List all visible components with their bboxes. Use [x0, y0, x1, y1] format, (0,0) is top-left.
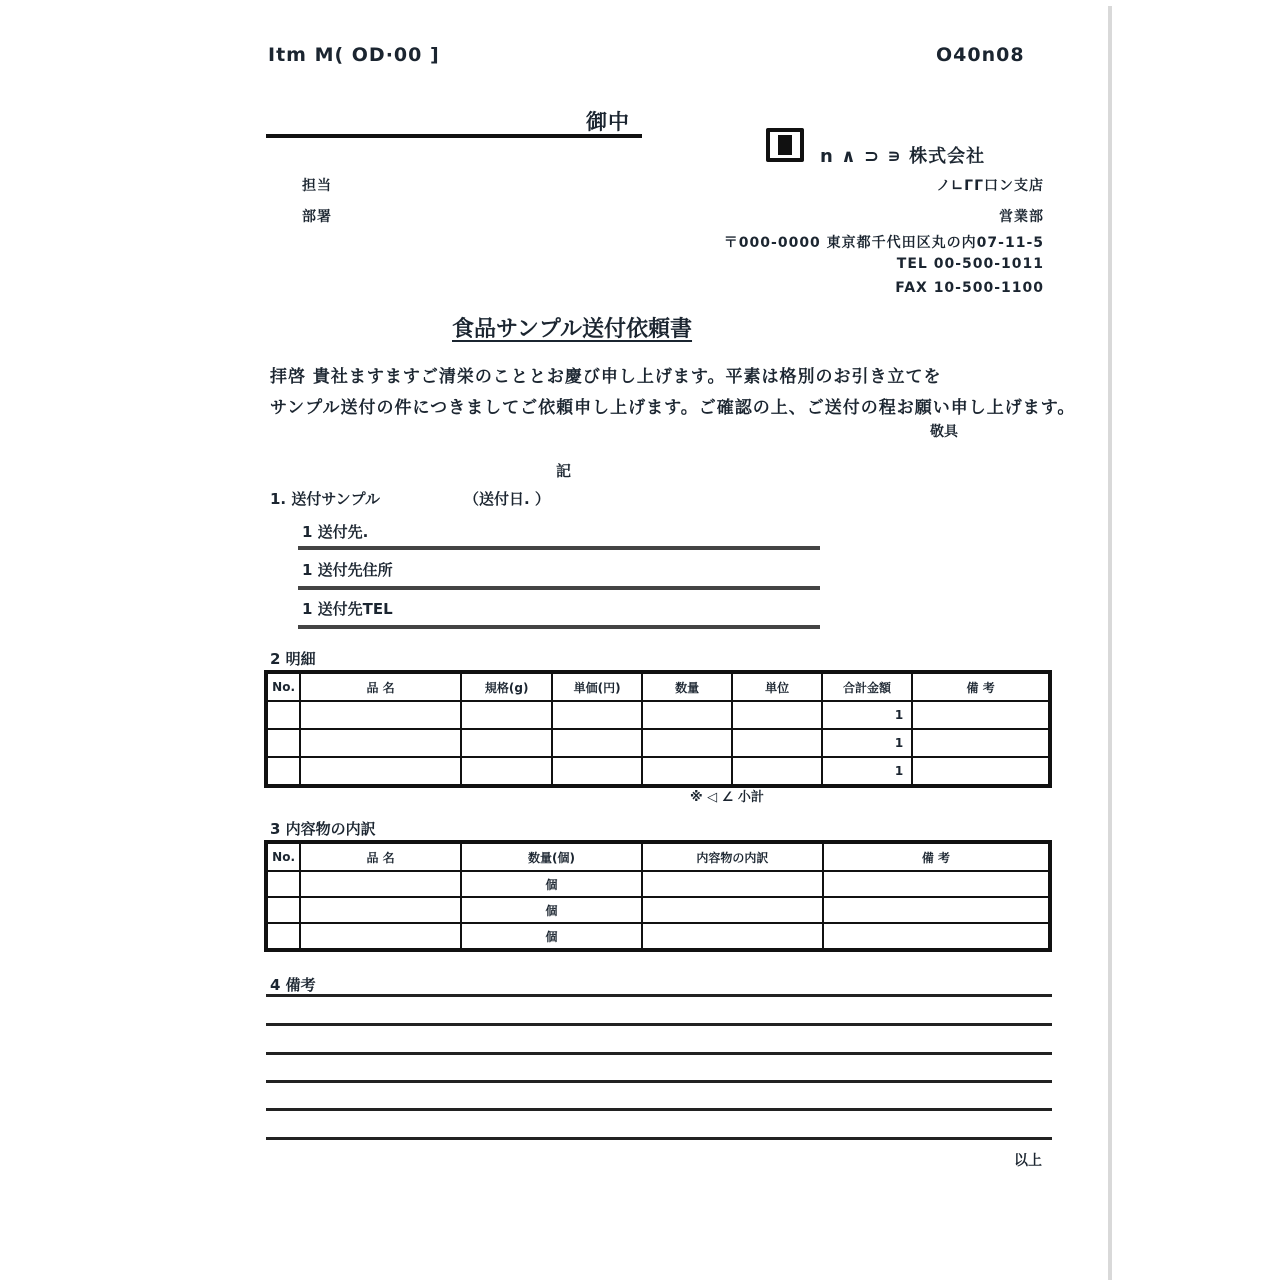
recipient-dept-label: 部署 — [302, 209, 332, 225]
cell-total[interactable]: 1 — [822, 757, 912, 786]
col-item-name: 品 名 — [300, 672, 461, 701]
document-title: 食品サンプル送付依頼書 — [452, 317, 693, 342]
sender-address: 〒000-0000 東京都千代田区丸の内07-11-5 — [723, 235, 1044, 251]
table-row — [266, 897, 1050, 923]
field-line-tel[interactable] — [298, 625, 820, 629]
page-edge — [1108, 6, 1112, 1280]
recipient-attn-label: 担当 — [302, 178, 332, 194]
col-contents: 内容物の内訳 — [642, 842, 823, 871]
sender-company: n ∧ ⊃ ∍ 株式会社 — [820, 146, 986, 167]
cell-contents[interactable] — [642, 923, 823, 950]
field-label-address: 1 送付先住所 — [302, 561, 393, 579]
details-table-header — [266, 672, 1050, 701]
col-remarks: 備 考 — [912, 672, 1050, 701]
cell-item-name[interactable] — [300, 729, 461, 757]
intro-line-2: サンプル送付の件につきましてご依頼申し上げます。ご確認の上、ご送付の程お願い申し上げます。 — [270, 398, 1076, 418]
cell-unit[interactable] — [732, 757, 821, 786]
memo-line[interactable] — [266, 994, 1052, 997]
col-spec: 規格(g) — [461, 672, 552, 701]
cell-unit-price[interactable] — [552, 701, 641, 729]
cell-unit-price[interactable] — [552, 729, 641, 757]
sender-branch: ノ∟ГΓ口ン支店 — [936, 178, 1044, 194]
breakdown-table — [264, 840, 1052, 952]
cell-contents[interactable] — [642, 871, 823, 897]
table-row — [266, 871, 1050, 897]
cell-no[interactable] — [266, 897, 300, 923]
col-no: No. — [266, 672, 300, 701]
details-table-note: ※ ◁ ∠ 小計 — [690, 790, 764, 805]
table-row — [266, 701, 1050, 729]
cell-remarks[interactable] — [823, 923, 1050, 950]
cell-remarks[interactable] — [912, 729, 1050, 757]
cell-no[interactable] — [266, 757, 300, 786]
cell-item-name[interactable] — [300, 923, 461, 950]
cell-no[interactable] — [266, 701, 300, 729]
section-2-heading: 2 明細 — [270, 650, 316, 668]
col-unit: 単位 — [732, 672, 821, 701]
table-row — [266, 923, 1050, 950]
end-marker: 以上 — [1014, 1153, 1042, 1169]
cell-no[interactable] — [266, 923, 300, 950]
recipient-to-label: 御中 — [586, 110, 630, 134]
memo-line[interactable] — [266, 1080, 1052, 1083]
sender-department: 営業部 — [999, 209, 1044, 225]
cell-spec[interactable] — [461, 729, 552, 757]
field-line-destination[interactable] — [298, 546, 820, 550]
cell-quantity[interactable] — [642, 701, 732, 729]
recipient-name-line[interactable] — [266, 134, 642, 138]
breakdown-table-header — [266, 842, 1050, 871]
form-number: Itm M( OD·00 ] — [268, 44, 440, 66]
col-unit-price: 単価(円) — [552, 672, 641, 701]
col-quantity: 数量 — [642, 672, 732, 701]
cell-item-name[interactable] — [300, 701, 461, 729]
memo-line[interactable] — [266, 1108, 1052, 1111]
cell-total[interactable]: 1 — [822, 701, 912, 729]
cell-contents[interactable] — [642, 897, 823, 923]
section-1-heading: 1. 送付サンプル — [270, 490, 381, 508]
cell-item-name[interactable] — [300, 897, 461, 923]
col-total: 合計金額 — [822, 672, 912, 701]
col-remarks: 備 考 — [823, 842, 1050, 871]
cell-quantity[interactable]: 個 — [461, 923, 642, 950]
cell-no[interactable] — [266, 729, 300, 757]
cell-unit[interactable] — [732, 729, 821, 757]
cell-no[interactable] — [266, 871, 300, 897]
field-line-address[interactable] — [298, 586, 820, 590]
company-logo-icon — [766, 128, 804, 162]
memo-line[interactable] — [266, 1023, 1052, 1026]
intro-line-1: 拝啓 貴社ますますご清栄のこととお慶び申し上げます。平素は格別のお引き立てを — [270, 367, 942, 387]
cell-spec[interactable] — [461, 701, 552, 729]
col-no: No. — [266, 842, 300, 871]
section-1-date-note: （送付日. ） — [464, 490, 550, 508]
cell-remarks[interactable] — [912, 757, 1050, 786]
cell-quantity[interactable]: 個 — [461, 897, 642, 923]
cell-item-name[interactable] — [300, 871, 461, 897]
memo-line[interactable] — [266, 1052, 1052, 1055]
cell-quantity[interactable]: 個 — [461, 871, 642, 897]
section-4-heading: 4 備考 — [270, 976, 316, 994]
table-row — [266, 729, 1050, 757]
sender-tel: TEL 00-500-1011 — [896, 256, 1044, 272]
closing-text: 敬具 — [930, 424, 958, 440]
cell-quantity[interactable] — [642, 757, 732, 786]
field-label-destination: 1 送付先. — [302, 523, 369, 541]
memo-line[interactable] — [266, 1137, 1052, 1140]
cell-unit[interactable] — [732, 701, 821, 729]
cell-remarks[interactable] — [912, 701, 1050, 729]
issue-date: O40n08 — [936, 44, 1025, 66]
table-row — [266, 757, 1050, 786]
cell-unit-price[interactable] — [552, 757, 641, 786]
sender-fax: FAX 10-500-1100 — [895, 280, 1044, 296]
cell-remarks[interactable] — [823, 871, 1050, 897]
cell-remarks[interactable] — [823, 897, 1050, 923]
cell-total[interactable]: 1 — [822, 729, 912, 757]
cell-spec[interactable] — [461, 757, 552, 786]
col-quantity: 数量(個) — [461, 842, 642, 871]
details-table — [264, 670, 1052, 788]
col-item-name: 品 名 — [300, 842, 461, 871]
cell-quantity[interactable] — [642, 729, 732, 757]
ki-marker: 記 — [556, 462, 572, 480]
cell-item-name[interactable] — [300, 757, 461, 786]
section-3-heading: 3 内容物の内訳 — [270, 820, 376, 838]
field-label-tel: 1 送付先TEL — [302, 600, 393, 618]
